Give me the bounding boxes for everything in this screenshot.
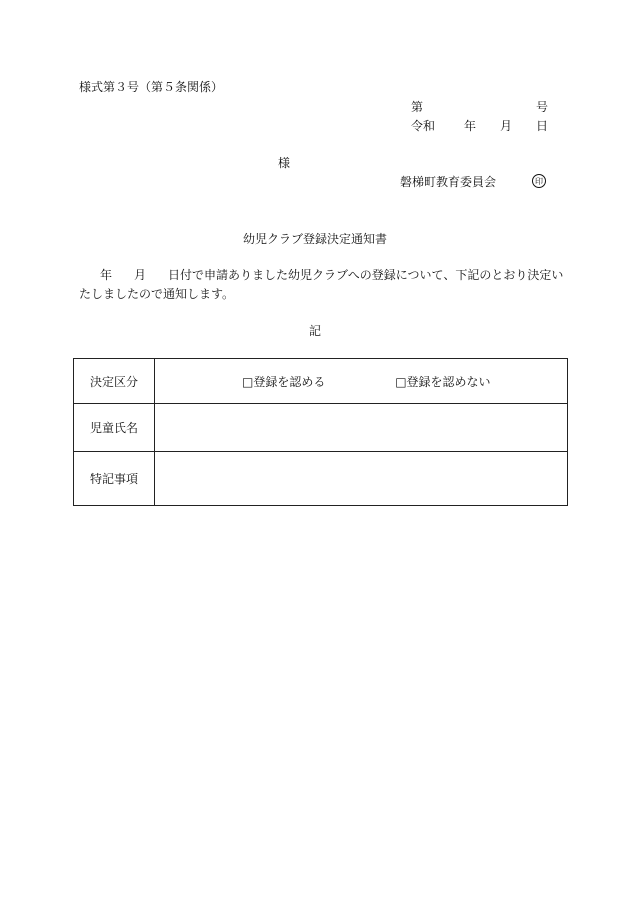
record-table xyxy=(73,358,568,506)
form-number: 様式第３号（第５条関係） xyxy=(79,80,224,94)
date-era: 令和 xyxy=(411,119,436,133)
date-month-label: 月 xyxy=(500,119,513,133)
table-row-child-name xyxy=(74,404,568,452)
approve-label: 登録を認める xyxy=(253,374,326,389)
date-day-label: 日 xyxy=(536,119,549,133)
addressee-honorific: 様 xyxy=(278,156,291,170)
ki-heading: 記 xyxy=(308,324,321,338)
child-name-label: 児童氏名 xyxy=(74,404,155,452)
date-year-label: 年 xyxy=(464,119,477,133)
option-reject[interactable] xyxy=(395,373,490,390)
decision-options-cell xyxy=(155,359,568,404)
body-paragraph-line2: たしましたので通知します。 xyxy=(79,287,235,301)
table-row-notes xyxy=(74,452,568,506)
decision-label: 決定区分 xyxy=(74,359,155,404)
body-paragraph-line1 xyxy=(100,268,563,282)
issuer-name: 磐梯町教育委員会 xyxy=(400,175,497,189)
body-month-label: 月 xyxy=(134,268,147,282)
option-approve[interactable] xyxy=(242,373,325,390)
notes-field[interactable] xyxy=(155,452,568,506)
document-number-prefix: 第 xyxy=(411,100,424,114)
body-year-label: 年 xyxy=(100,268,113,282)
approve-checkbox-icon[interactable]: □ xyxy=(242,374,254,389)
reject-label: 登録を認めない xyxy=(406,374,491,389)
table-row-decision xyxy=(74,359,568,404)
notes-label: 特記事項 xyxy=(74,452,155,506)
seal-mark-icon: 印 xyxy=(532,174,546,188)
body-text-line1: 日付で申請ありました幼児クラブへの登録について、下記のとおり決定い xyxy=(168,268,564,282)
reject-checkbox-icon[interactable]: □ xyxy=(395,374,407,389)
document-number-suffix: 号 xyxy=(536,100,549,114)
child-name-field[interactable] xyxy=(155,404,568,452)
document-title: 幼児クラブ登録決定通知書 xyxy=(242,232,387,246)
